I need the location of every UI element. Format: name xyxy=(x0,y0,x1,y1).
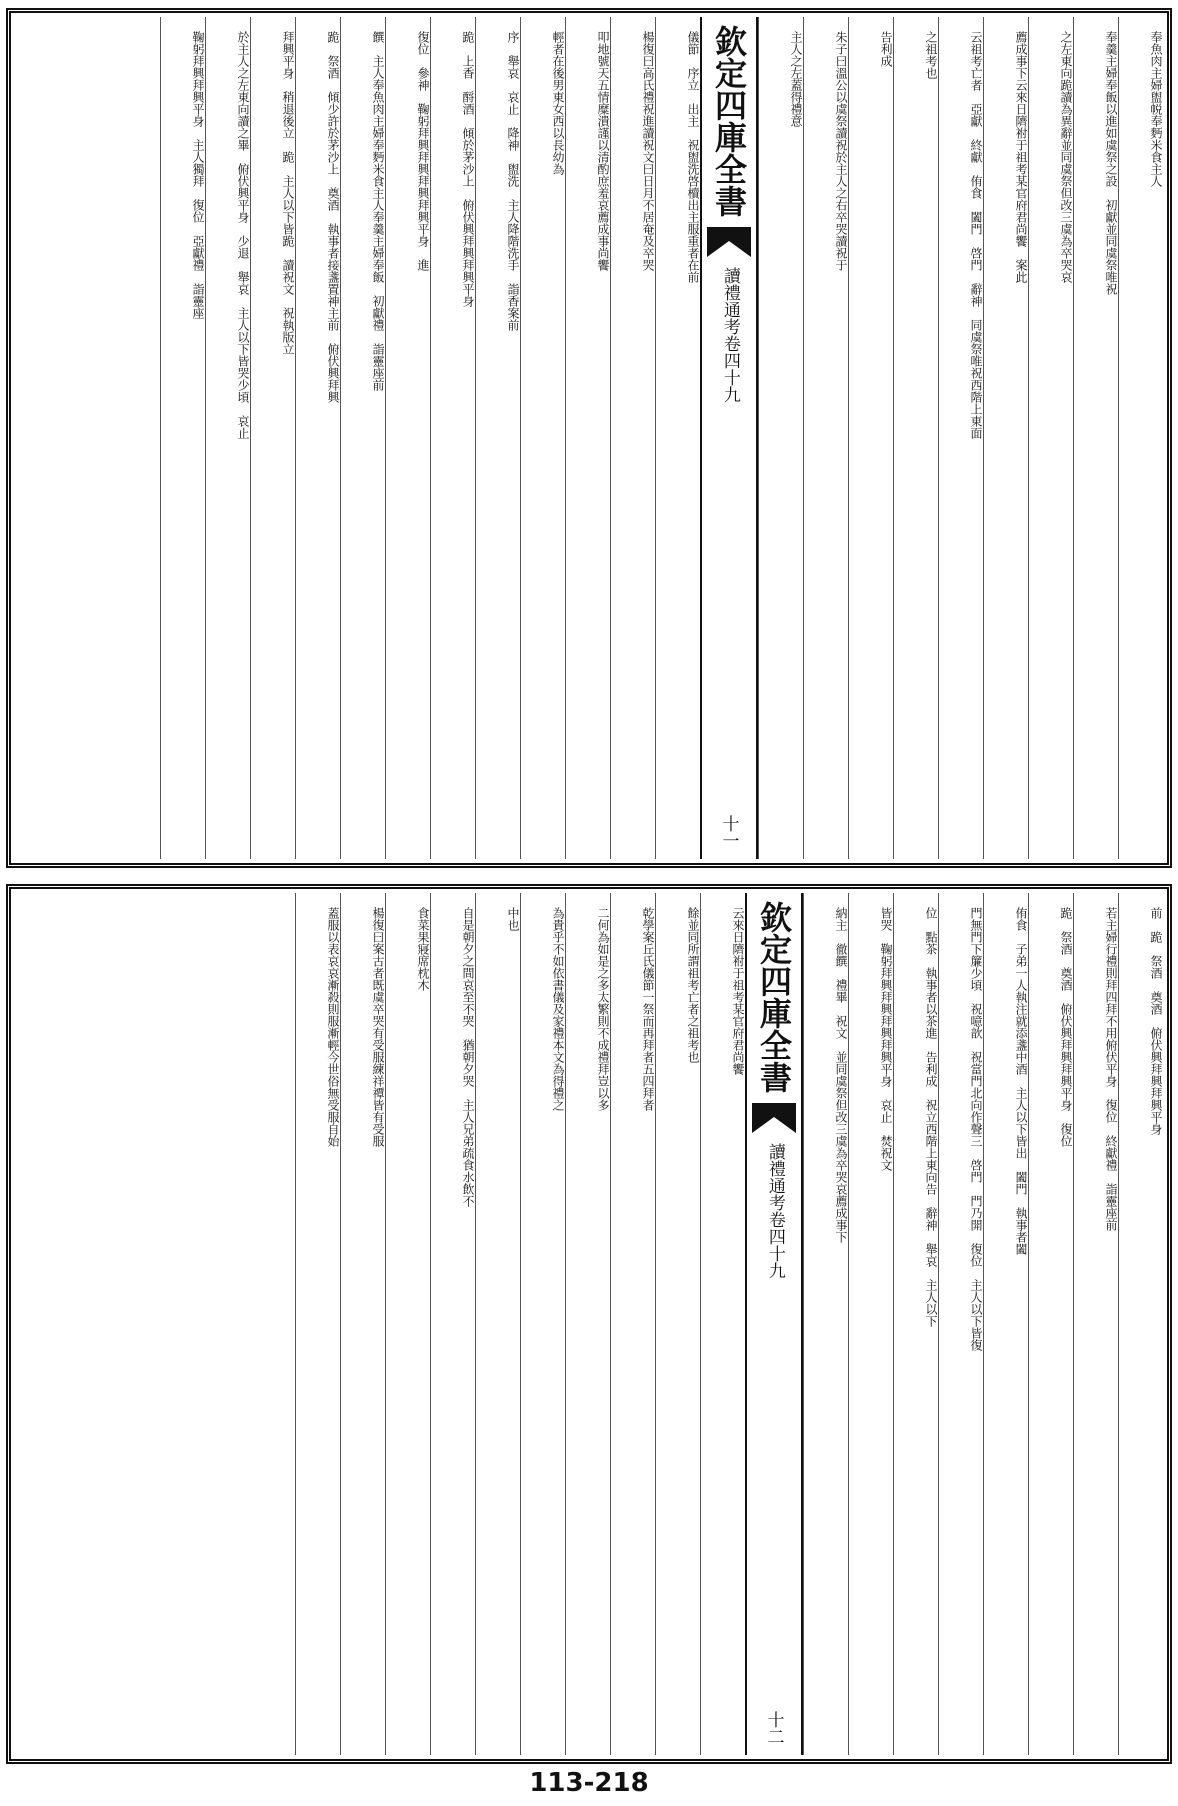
text-column: 餘並同所謂祖考亡者之祖考也 xyxy=(655,893,700,1755)
text-column: 輕者在後男東女西以長幼為 xyxy=(520,17,565,859)
text-column: 皆哭 鞠躬拜興拜興拜興拜興平身 哀止 焚祝文 xyxy=(848,893,893,1755)
folio-number: 十二 xyxy=(763,1711,784,1745)
folio-number: 十一 xyxy=(718,815,739,849)
text-column: 蓋服以表哀哀漸殺則服漸輕今世俗無受服自始 xyxy=(295,893,340,1755)
text-column: 中也 xyxy=(475,893,520,1755)
text-column: 自是朝夕之間哀至不哭 猶朝夕哭 主人兄弟疏食水飲不 xyxy=(430,893,475,1755)
lower-right-half xyxy=(803,893,1163,1755)
text-column: 奉羹主婦奉飯以進如虞祭之設 初獻並同虞祭唯祝 xyxy=(1073,17,1118,859)
text-column: 之祖考也 xyxy=(893,17,938,859)
text-column: 納主 徹饌 禮畢 祝文 並同虞祭但改三虞為卒哭哀薦成事下 xyxy=(803,893,848,1755)
text-column: 拜興平身 稍退後立 跪 主人以下皆跪 讀祝文 祝執版立 xyxy=(250,17,295,859)
fish-tail-mark-icon xyxy=(707,227,751,257)
text-column: 二何為如是之多太繁則不成禮拜豈以多 xyxy=(565,893,610,1755)
text-column: 序 舉哀 哀止 降神 盥洗 主人降階洗手 詣香案前 xyxy=(475,17,520,859)
text-column: 復位 參神 鞠躬拜興拜興拜興拜興平身 進 xyxy=(385,17,430,859)
text-column: 門無門下簾少頃 祝噫歆 祝當門北向作聲三 啓門 門乃開 復位 主人以下皆復 xyxy=(938,893,983,1755)
center-spine xyxy=(745,893,803,1755)
text-column: 楊復曰案古者既虞卒哭有受服練祥禫皆有受服 xyxy=(340,893,385,1755)
upper-page-panel xyxy=(6,8,1172,868)
text-column: 奉魚肉主婦盥帨奉麪米食主人 xyxy=(1118,17,1163,859)
text-column: 薦成事下云來日隮祔于祖考某官府君尚饗 案此 xyxy=(983,17,1028,859)
text-column: 侑食 子弟一人執注就添盞中酒 主人以下皆出 闔門 執事者闔 xyxy=(983,893,1028,1755)
collection-title: 欽定四庫全書 xyxy=(710,25,748,217)
text-column: 位 點茶 執事者以茶進 告利成 祝立西階上東向告 辭神 舉哀 主人以下 xyxy=(893,893,938,1755)
text-column: 為貴乎不如依書儀及家禮本文為得禮之 xyxy=(520,893,565,1755)
text-column: 跪 上香 酹酒 傾於茅沙上 俯伏興拜興拜興平身 xyxy=(430,17,475,859)
text-column: 叩地號天五情糜潰謹以清酌庶羞哀薦成事尚饗 xyxy=(565,17,610,859)
volume-number: 卷四十九 xyxy=(719,335,740,403)
lower-page-panel xyxy=(6,884,1172,1764)
text-column: 食菜果寢席枕木 xyxy=(385,893,430,1755)
text-column: 乾學案丘氏儀節一祭而再拜者五四拜者 xyxy=(610,893,655,1755)
lower-left-half xyxy=(295,893,745,1755)
volume-number: 卷四十九 xyxy=(764,1211,785,1279)
upper-left-half xyxy=(160,17,700,859)
text-column: 主人之左蓋得禮意 xyxy=(758,17,803,859)
text-column: 之左東向跪讀為異辭並同虞祭但改三虞為卒哭哀 xyxy=(1028,17,1073,859)
text-column: 云祖考亡者 亞獻 終獻 侑食 闔門 啓門 辭神 同虞祭唯祝西階上東面 xyxy=(938,17,983,859)
text-column: 跪 祭酒 傾少許於茅沙上 奠酒 執事者接盞置神主前 俯伏興拜興 xyxy=(295,17,340,859)
text-column: 朱子曰溫公以虞祭讀祝於主人之右卒哭讀祝于 xyxy=(803,17,848,859)
book-title: 讀禮通考 xyxy=(719,267,740,335)
page-footer-number: 113-218 xyxy=(529,1768,649,1798)
upper-page-columns xyxy=(15,17,1163,859)
lower-page-columns xyxy=(15,893,1163,1755)
text-column: 告利成 xyxy=(848,17,893,859)
fish-tail-mark-icon xyxy=(752,1103,796,1133)
text-column: 云來日隮祔于祖考某官府君尚饗 xyxy=(700,893,745,1755)
text-column: 饌 主人奉魚肉主婦奉麪米食主人奉羹主婦奉飯 初獻禮 詣靈座前 xyxy=(340,17,385,859)
text-column: 鞠躬拜興拜興平身 主人獨拜 復位 亞獻禮 詣靈座 xyxy=(160,17,205,859)
book-title: 讀禮通考 xyxy=(764,1143,785,1211)
upper-right-half xyxy=(758,17,1163,859)
text-column: 儀節 序立 出主 祝盥洗啓櫝出主服重者在前 xyxy=(655,17,700,859)
text-column: 前 跪 祭酒 奠酒 俯伏興拜興拜興平身 xyxy=(1118,893,1163,1755)
text-column: 於主人之左東向讀之畢 俯伏興平身 少退 舉哀 主人以下皆哭少頃 哀止 xyxy=(205,17,250,859)
center-spine xyxy=(700,17,758,859)
collection-title: 欽定四庫全書 xyxy=(755,901,793,1093)
text-column: 跪 祭酒 奠酒 俯伏興拜興拜興平身 復位 xyxy=(1028,893,1073,1755)
text-column: 若主婦行禮則拜四拜不用俯伏平身 復位 終獻禮 詣靈座前 xyxy=(1073,893,1118,1755)
text-column: 楊復曰高氏禮祝進讀祝文曰日月不居奄及卒哭 xyxy=(610,17,655,859)
